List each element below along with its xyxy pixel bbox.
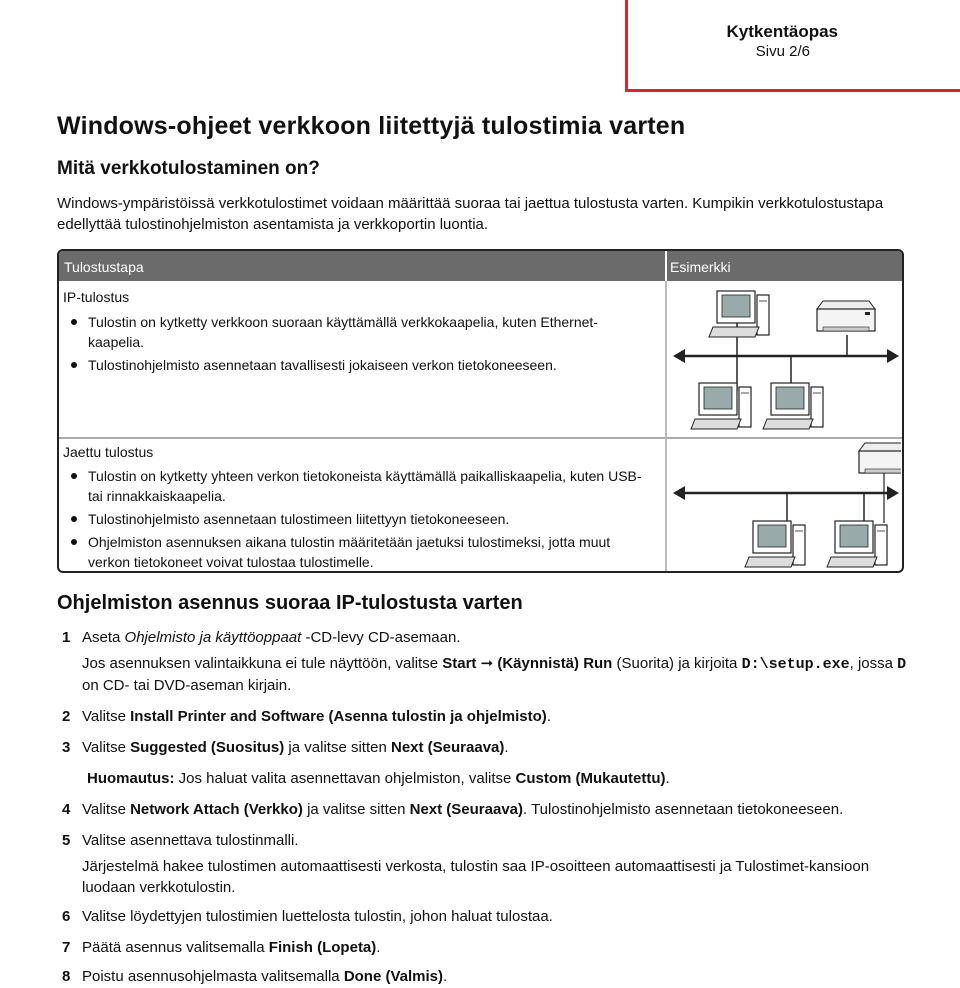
step-5-details: Järjestelmä hakee tulostimen automaattisesti verkosta, tulostin saa IP-osoitteen automaattisesti ja Tulostimet-kansioon luodaan verkkotulostin. (82, 858, 870, 896)
document-title: Kytkentäopas (726, 22, 838, 41)
computer-icon (763, 383, 823, 429)
computer-icon (745, 521, 805, 567)
list-item: Tulostinohjelmisto asennetaan tavallisesti jokaiseen verkon tietokoneeseen. (63, 355, 653, 375)
computer-icon (709, 291, 769, 337)
column-divider (665, 251, 667, 571)
list-item: Tulostin on kytketty yhteen verkon tietokoneista käyttämällä paikalliskaapelia, kuten USB-tai rinnakkaiskaapelia. (63, 466, 653, 506)
computer-icon (827, 521, 887, 567)
column-header-method: Tulostustapa (64, 259, 144, 275)
list-item: Tulostin on kytketty verkkoon suoraan käyttämällä verkkokaapelia, kuten Ethernet-kaapelia. (63, 312, 653, 352)
sub-heading: Mitä verkkotulostaminen on? (57, 158, 320, 179)
printing-methods-table (57, 249, 904, 573)
shared-printing-bullets (63, 466, 653, 573)
printer-icon (817, 301, 875, 331)
row-title-ip-printing: IP-tulostus (63, 289, 130, 305)
table-header (59, 251, 902, 281)
printer-icon (859, 443, 901, 473)
row-title-shared-printing: Jaettu tulostus (63, 444, 154, 460)
column-header-example: Esimerkki (670, 259, 731, 275)
row-divider (59, 437, 665, 439)
computer-icon (691, 383, 751, 429)
list-item: Tulostinohjelmisto asennetaan tulostimeen liitettyyn tietokoneeseen. (63, 509, 653, 529)
step-1-instructions: Jos asennuksen valintaikkuna ei tule näyttöön, valitse Start ➞ (Käynnistä) Run (Suorita) ja kirjoita D:\setup.exe, jossa D on CD- tai DVD-aseman kirjain. (82, 655, 907, 694)
main-heading: Windows-ohjeet verkkoon liitettyjä tulostimia varten (57, 112, 686, 140)
ip-printing-diagram (669, 283, 901, 433)
arrow-right-icon: ➞ (480, 655, 494, 672)
list-item: Ohjelmiston asennuksen aikana tulostin määritetään jaetuksi tulostimeksi, jotta muut verkon tietokoneet voivat tulostaa tulostimelle. (63, 532, 653, 572)
page-number: Sivu 2/6 (755, 43, 810, 60)
row-divider (667, 437, 904, 439)
note: Huomautus: Jos haluat valita asennettavan ohjelmiston, valitse Custom (Mukautettu). (87, 770, 670, 787)
ip-printing-bullets (63, 312, 653, 378)
intro-paragraph: Windows-ympäristöissä verkkotulostimet voidaan määrittää suoraa tai jaettua tulostusta varten. Kumpikin verkkotulostustapa edellyttää tulostinohjelmiston asentamista ja verkkoportin luontia. (57, 195, 884, 233)
shared-printing-diagram (669, 441, 901, 573)
header-divider (665, 251, 667, 281)
section-heading: Ohjelmiston asennus suoraa IP-tulostusta varten (57, 592, 523, 614)
